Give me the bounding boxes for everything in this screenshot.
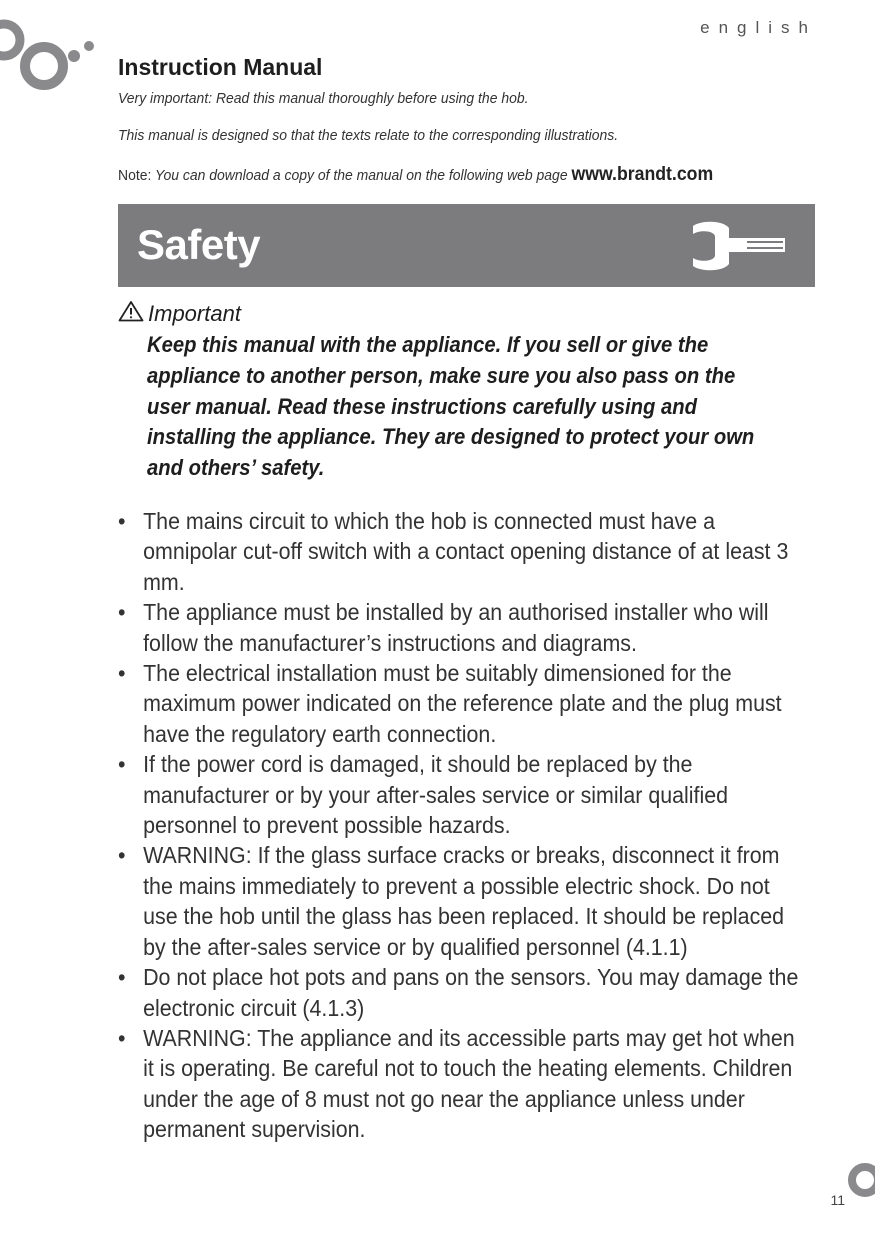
bullet-icon: • [118,1024,126,1051]
intro-line-2: This manual is designed so that the texts relate to the corresponding illustrations. [118,127,619,144]
list-item: • WARNING: The appliance and its accessible parts may get hot when it is operating. Be careful not to touch the heating elements. Children under the age of 8 must not go near the appliance unless under permanent supervision. [118,1024,795,1143]
important-text: Keep this manual with the appliance. If you sell or give the appliance to another person, make sure you also pass on the user manual. Read these instructions carefully using and installing the appliance. They are designed to protect your own and others’ safety. [147,332,755,481]
important-heading [118,300,241,328]
section-title: Safety [137,221,261,268]
bullet-icon: • [118,964,126,991]
website-link[interactable]: www.brandt.com [571,164,714,185]
page-title: Instruction Manual [118,54,323,80]
wrench-icon [689,218,789,279]
note-label: Note: [118,167,152,184]
intro-line-1: Very important: Read this manual thoroughly before using the hob. [118,90,529,107]
note-text: You can download a copy of the manual on the following web page [154,167,568,184]
page-number: 11 [830,1192,845,1208]
bullet-icon: • [118,842,126,869]
warning-label: WARNING: [143,842,252,869]
warning-triangle-icon [118,300,144,328]
list-item: • WARNING: If the glass surface cracks or breaks, disconnect it from the mains immediately to prevent a possible electric shock. Do not use the hob until the glass has been replaced. It should be replaced by the after-sales service or by qualified personnel (4.1.1) [118,842,785,960]
bullet-icon: • [118,751,126,778]
bullet-icon: • [118,508,126,534]
language-label: english [700,18,817,37]
bullet-icon: • [118,660,126,687]
list-item: • The electrical installation must be suitably dimensioned for the maximum power indicated on the reference plate and the plug must have the regulatory earth connection. [118,660,782,747]
bullet-icon: • [118,599,126,626]
safety-banner [118,204,815,287]
warning-label: WARNING: [143,1024,252,1051]
safety-bullet-list [118,506,806,1145]
intro-note [118,164,713,186]
list-item: • Do not place hot pots and pans on the sensors. You may damage the electronic circuit (4.1.3) [118,964,799,1021]
list-item: • The appliance must be installed by an authorised installer who will follow the manufacturer’s instructions and diagrams. [118,599,769,656]
list-item: • If the power cord is damaged, it should be replaced by the manufacturer or by your after-sales service or similar qualified personnel to prevent possible hazards. [118,751,728,839]
brand-logo-icon [0,18,102,103]
list-item: • The mains circuit to which the hob is connected must have a omnipolar cut-off switch with a contact opening distance of at least 3 mm. [118,508,789,595]
important-label: Important [148,301,241,326]
brand-circle-icon [845,1160,875,1205]
